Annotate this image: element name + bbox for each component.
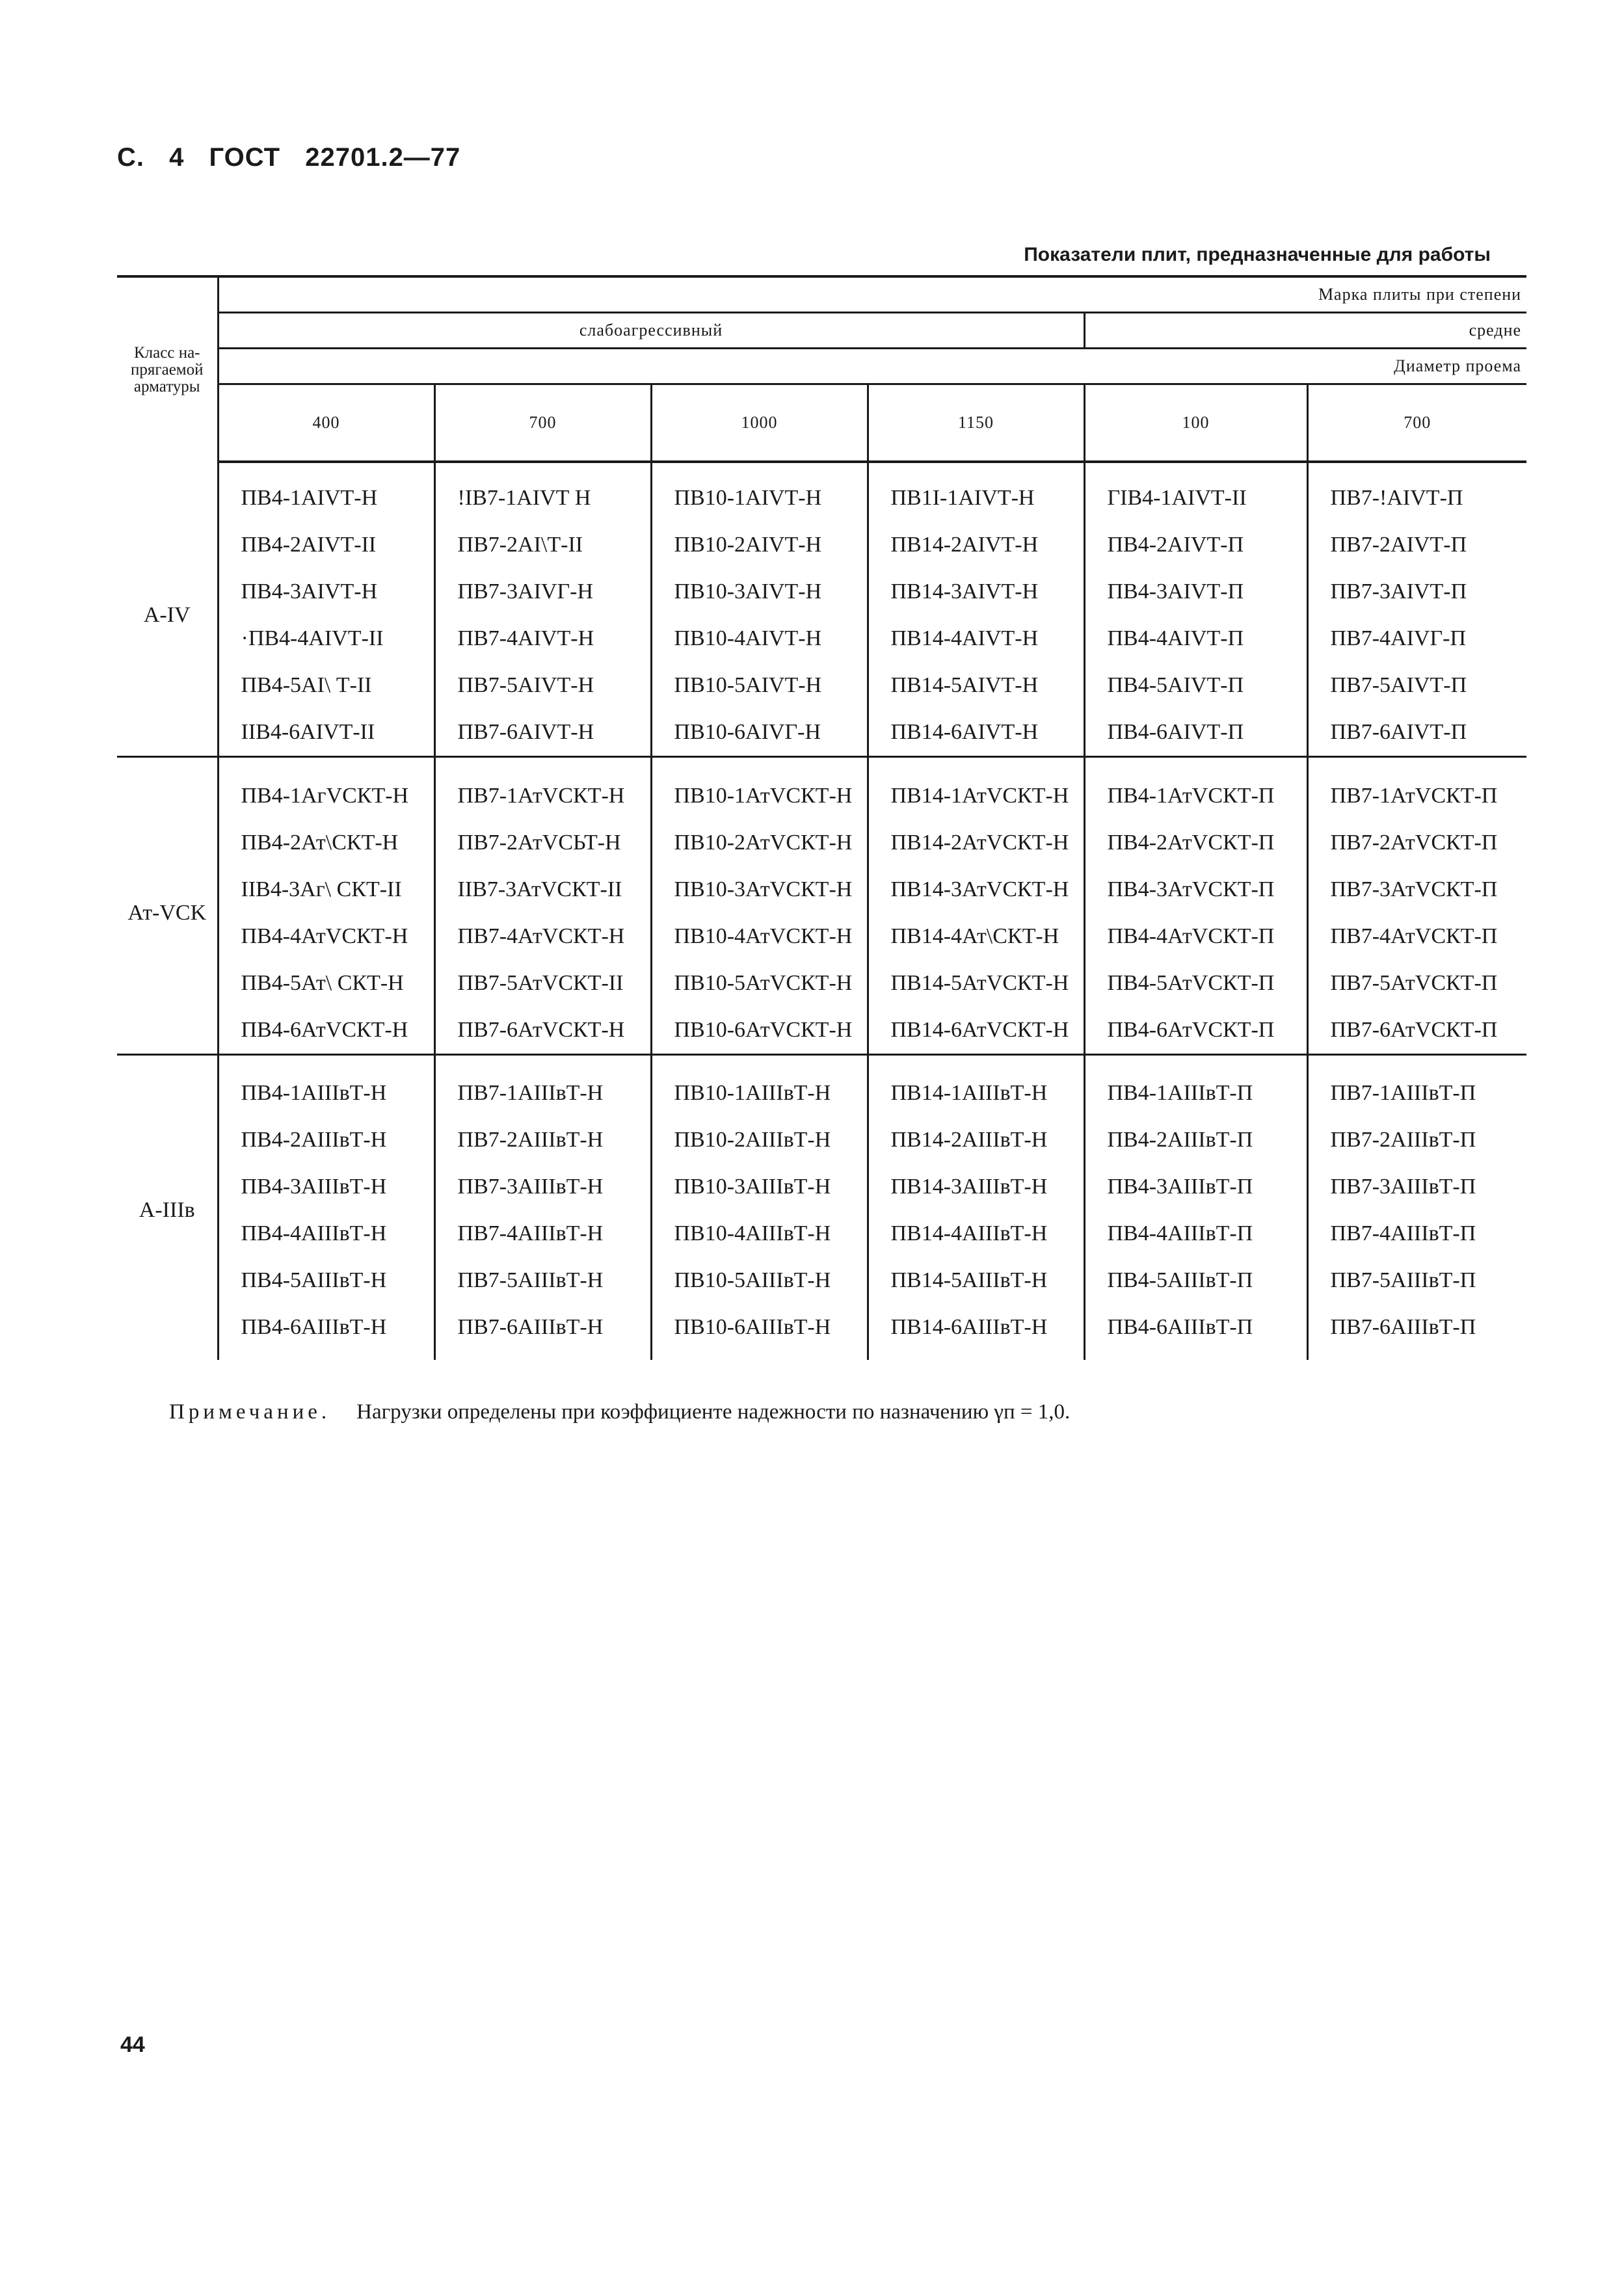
group-spacer — [117, 757, 1526, 773]
mark-cell: ПВ7-4АIVТ-Н — [434, 615, 651, 662]
spacer-cell — [1084, 757, 1307, 773]
mark-cell: ПВ10-6АIIIвТ-Н — [651, 1304, 868, 1351]
table-caption: Показатели плит, предназначенные для работы — [1024, 244, 1491, 265]
spacer-cell — [651, 462, 868, 475]
table-note — [169, 1400, 1070, 1424]
spacer-class-cell — [117, 1351, 218, 1360]
spacer-cell — [651, 1054, 868, 1070]
mark-cell: ПВ14-3АIVТ-Н — [868, 568, 1084, 615]
mark-cell: ПВ4-1АгVСКТ-Н — [218, 773, 434, 819]
aggr-medium-header: средне — [1084, 312, 1526, 348]
mark-cell: ПВ10-4АтVСКТ-Н — [651, 913, 868, 960]
mark-cell: ПВ10-3АIIIвТ-Н — [651, 1164, 868, 1210]
mark-cell: ПВ4-4АтVСКТ-П — [1084, 913, 1307, 960]
mark-cell: ПВ4-6АтVСКТ-Н — [218, 1007, 434, 1055]
aggr-weak-header: слабоагрессивный — [218, 312, 1084, 348]
spacer-cell — [1307, 757, 1526, 773]
spacer-cell — [434, 757, 651, 773]
mark-cell: !ІВ7-1АIVТ Н — [434, 475, 651, 522]
spacer-cell — [218, 1351, 434, 1360]
mark-cell: ПВ4-1АтVСКТ-П — [1084, 773, 1307, 819]
table-row — [117, 819, 1526, 866]
mark-cell: ПВ4-2АIIIвТ-Н — [218, 1117, 434, 1164]
spacer-cell — [868, 1054, 1084, 1070]
mark-cell: ПВ4-6АIIIвТ-П — [1084, 1304, 1307, 1351]
mark-cell: ПВ7-5АІVТ-П — [1307, 662, 1526, 709]
mark-cell: ІІВ7-3АтVСКТ-ІІ — [434, 866, 651, 913]
mark-cell: ПВ4-5АIIIвТ-П — [1084, 1257, 1307, 1304]
mark-cell: ПВ10-5АIVТ-Н — [651, 662, 868, 709]
mark-cell: ПВ14-2АIVТ-Н — [868, 522, 1084, 568]
standard-code: 22701.2—77 — [305, 143, 461, 172]
mark-cell: ПВ4-4АIIIвТ-Н — [218, 1210, 434, 1257]
mark-cell: ПВ4-2АIVТ-ІІ — [218, 522, 434, 568]
mark-cell: ПВ7-1АтVСКТ-Н — [434, 773, 651, 819]
note-text: Нагрузки определены при коэффициенте надежности по назначению γп = 1,0. — [356, 1400, 1071, 1424]
mark-cell: ПВ7-4АIIIвТ-Н — [434, 1210, 651, 1257]
mark-cell: ПВ7-6АIIIвТ-П — [1307, 1304, 1526, 1351]
mark-cell: ПВ1І-1АIVТ-Н — [868, 475, 1084, 522]
mark-cell: ІІВ4-6АIVТ-ІІ — [218, 709, 434, 757]
table-row — [117, 1070, 1526, 1117]
mark-cell: ПВ4-3АIIIвТ-Н — [218, 1164, 434, 1210]
diameter-cell: 700 — [1307, 384, 1526, 462]
standard-label: ГОСТ — [209, 143, 281, 172]
mark-cell: ПВ4-5Ат\ СКТ-Н — [218, 960, 434, 1007]
spacer-cell — [868, 757, 1084, 773]
table-row — [117, 662, 1526, 709]
spacer-cell — [651, 1351, 868, 1360]
mark-cell: ПВ7-2АтVСКТ-П — [1307, 819, 1526, 866]
mark-cell: ПВ7-4АIVГ-П — [1307, 615, 1526, 662]
mark-cell: ПВ14-5АтVСКТ-Н — [868, 960, 1084, 1007]
mark-cell: ПВ7-2АIIIвТ-П — [1307, 1117, 1526, 1164]
mark-cell: ПВ7-1АIIIвТ-Н — [434, 1070, 651, 1117]
mark-cell: ПВ10-6АIVГ-Н — [651, 709, 868, 757]
mark-cell: ПВ4-6АтVСКТ-П — [1084, 1007, 1307, 1055]
spacer-cell — [434, 1351, 651, 1360]
mark-cell: ПВ4-2АIIIвТ-П — [1084, 1117, 1307, 1164]
table-row — [117, 866, 1526, 913]
mark-cell: ПВ4-6АIVТ-П — [1084, 709, 1307, 757]
spacer-cell — [1307, 1351, 1526, 1360]
mark-cell: ПВ4-4АтVСКТ-Н — [218, 913, 434, 960]
diameter-cell: 700 — [434, 384, 651, 462]
mark-cell: ПВ14-2АIIIвТ-Н — [868, 1117, 1084, 1164]
table-container — [117, 275, 1526, 1360]
plates-table — [117, 275, 1526, 1360]
table-row — [117, 1304, 1526, 1351]
class-header-text: Класс на-прягаемой арматуры — [130, 343, 204, 395]
mark-header: Марка плиты при степени — [218, 276, 1526, 312]
mark-cell: ПВ7-6АтVСКТ-Н — [434, 1007, 651, 1055]
mark-cell: ПВ10-3АтVСКТ-Н — [651, 866, 868, 913]
mark-cell: ПВ4-3АIVТ-Н — [218, 568, 434, 615]
mark-cell: ПВ10-4АIVТ-Н — [651, 615, 868, 662]
note-lead: Примечание. — [169, 1400, 331, 1424]
mark-cell: ПВ4-4АIIIвТ-П — [1084, 1210, 1307, 1257]
table-row — [117, 568, 1526, 615]
group-spacer — [117, 1054, 1526, 1070]
mark-cell: ПВ14-6АIIIвТ-Н — [868, 1304, 1084, 1351]
spacer-cell — [1084, 462, 1307, 475]
mark-cell: ПВ4-1АIIIвТ-П — [1084, 1070, 1307, 1117]
mark-cell: ПВ7-3АIVТ-П — [1307, 568, 1526, 615]
spacer-cell — [1084, 1054, 1307, 1070]
mark-cell: ПВ10-6АтVСКТ-Н — [651, 1007, 868, 1055]
spacer-cell — [1307, 462, 1526, 475]
mark-cell: ПВ7-5АIIIвТ-Н — [434, 1257, 651, 1304]
spacer-class-cell — [117, 1054, 218, 1070]
mark-cell: ПВ7-6АтVСКТ-П — [1307, 1007, 1526, 1055]
mark-cell: ПВ14-1АтVСКТ-Н — [868, 773, 1084, 819]
mark-cell: ПВ7-4АтVСКТ-Н — [434, 913, 651, 960]
spacer-cell — [651, 757, 868, 773]
spacer-cell — [868, 462, 1084, 475]
mark-cell: ПВ10-2АтVСКТ-Н — [651, 819, 868, 866]
mark-cell: ПВ10-4АIIIвТ-Н — [651, 1210, 868, 1257]
mark-cell: ПВ4-5АІ\ Т-ІІ — [218, 662, 434, 709]
mark-cell: ПВ7-3АтVСКТ-П — [1307, 866, 1526, 913]
diameter-header: Диаметр проема — [218, 348, 1526, 384]
group-spacer — [117, 1351, 1526, 1360]
mark-cell: ПВ7-4АIIIвТ-П — [1307, 1210, 1526, 1257]
mark-cell: ПВ7-5АIIIвТ-П — [1307, 1257, 1526, 1304]
mark-cell: ПВ4-3АтVСКТ-П — [1084, 866, 1307, 913]
mark-cell: ПВ14-1АIIIвТ-Н — [868, 1070, 1084, 1117]
mark-cell: ПВ4-5АтVСКТ-П — [1084, 960, 1307, 1007]
diameter-cell: 100 — [1084, 384, 1307, 462]
mark-cell: ПВ14-6АIVТ-Н — [868, 709, 1084, 757]
mark-cell: ПВ7-2АтVСЬТ-Н — [434, 819, 651, 866]
mark-cell: ПВ7-2АІ\Т-ІІ — [434, 522, 651, 568]
class-cell: Ат-VCK — [127, 900, 207, 925]
mark-cell: ПВ10-2АIVТ-Н — [651, 522, 868, 568]
table-row — [117, 522, 1526, 568]
mark-cell: ПВ7-5АтVСКТ-ІІ — [434, 960, 651, 1007]
mark-cell: ПВ10-1АтVСКТ-Н — [651, 773, 868, 819]
spacer-cell — [218, 462, 434, 475]
mark-cell: ПВ4-1АIVТ-Н — [218, 475, 434, 522]
spacer-cell — [1307, 1054, 1526, 1070]
diameter-cell: 1000 — [651, 384, 868, 462]
mark-cell: ПВ7-1АIIIвТ-П — [1307, 1070, 1526, 1117]
mark-cell: ПВ4-1АIIIвТ-Н — [218, 1070, 434, 1117]
mark-cell: ПВ4-2АтVСКТ-П — [1084, 819, 1307, 866]
mark-cell: ПВ10-1АIIIвТ-Н — [651, 1070, 868, 1117]
table-row — [117, 709, 1526, 757]
mark-cell: ПВ10-2АIIIвТ-Н — [651, 1117, 868, 1164]
mark-cell: ПВ4-2Ат\СКТ-Н — [218, 819, 434, 866]
mark-cell: ПВ4-4АIVТ-П — [1084, 615, 1307, 662]
diameter-cell: 400 — [218, 384, 434, 462]
table-row — [117, 1164, 1526, 1210]
mark-cell: ПВ14-2АтVСКТ-Н — [868, 819, 1084, 866]
mark-cell: ПВ7-!АIVТ-П — [1307, 475, 1526, 522]
mark-cell: ГІВ4-1АIVТ-ІІ — [1084, 475, 1307, 522]
table-row — [117, 913, 1526, 960]
mark-cell: ПВ10-3АIVТ-Н — [651, 568, 868, 615]
mark-cell: ПВ10-5АтVСКТ-Н — [651, 960, 868, 1007]
mark-cell: ПВ4-6АIIIвТ-Н — [218, 1304, 434, 1351]
mark-cell: ПВ14-3АIIIвТ-Н — [868, 1164, 1084, 1210]
spacer-cell — [868, 1351, 1084, 1360]
class-cell: А-IV — [143, 603, 191, 627]
mark-cell: ПВ7-3АIIIвТ-Н — [434, 1164, 651, 1210]
page-prefix: С. — [117, 143, 144, 172]
mark-cell: ПВ7-3АIIIвТ-П — [1307, 1164, 1526, 1210]
class-header — [117, 276, 218, 462]
spacer-cell — [218, 1054, 434, 1070]
page-header — [117, 143, 477, 172]
mark-cell: ПВ7-4АтVСКТ-П — [1307, 913, 1526, 960]
group-spacer — [117, 462, 1526, 475]
table-row — [117, 1210, 1526, 1257]
spacer-class-cell — [117, 757, 218, 773]
spacer-cell — [434, 462, 651, 475]
table-row — [117, 960, 1526, 1007]
mark-cell: ПВ7-2АIVТ-П — [1307, 522, 1526, 568]
table-row — [117, 773, 1526, 819]
mark-cell: ПВ4-3АIIIвТ-П — [1084, 1164, 1307, 1210]
mark-cell: ПВ7-5АIVТ-Н — [434, 662, 651, 709]
mark-cell: ПВ14-6АтVСКТ-Н — [868, 1007, 1084, 1055]
table-row — [117, 1007, 1526, 1055]
table-row — [117, 1257, 1526, 1304]
mark-cell: ПВ10-5АIIIвТ-Н — [651, 1257, 868, 1304]
mark-cell: ПВ4-2АIVТ-П — [1084, 522, 1307, 568]
mark-cell: ПВ4-5АIVТ-П — [1084, 662, 1307, 709]
mark-cell: ПВ14-4Ат\СКТ-Н — [868, 913, 1084, 960]
class-cell: А-IIIв — [139, 1198, 195, 1222]
mark-cell: ПВ7-1АтVСКТ-П — [1307, 773, 1526, 819]
table-row — [117, 615, 1526, 662]
spacer-class-cell — [117, 462, 218, 475]
diameter-cell: 1150 — [868, 384, 1084, 462]
mark-cell: ПВ4-5АIIIвТ-Н — [218, 1257, 434, 1304]
mark-cell: ПВ7-6АIIIвТ-Н — [434, 1304, 651, 1351]
mark-cell: ПВ7-6АIVТ-Н — [434, 709, 651, 757]
table-row — [117, 475, 1526, 522]
page-number: 44 — [120, 2032, 145, 2057]
mark-cell: ПВ14-5АIVТ-Н — [868, 662, 1084, 709]
mark-cell: ПВ14-4АIVТ-Н — [868, 615, 1084, 662]
mark-cell: ·ПВ4-4АIVТ-ІІ — [218, 615, 434, 662]
mark-cell: ПВ7-2АIIIвТ-Н — [434, 1117, 651, 1164]
spacer-cell — [218, 757, 434, 773]
mark-cell: ПВ7-6АIVТ-П — [1307, 709, 1526, 757]
spacer-cell — [1084, 1351, 1307, 1360]
table-row — [117, 1117, 1526, 1164]
mark-cell: ІІВ4-3Аг\ СКТ-ІІ — [218, 866, 434, 913]
mark-cell: ПВ4-3АIVТ-П — [1084, 568, 1307, 615]
page-no: 4 — [169, 143, 185, 172]
mark-cell: ПВ14-4АIIIвТ-Н — [868, 1210, 1084, 1257]
mark-cell: ПВ7-5АтVСКТ-П — [1307, 960, 1526, 1007]
mark-cell: ПВ14-3АтVСКТ-Н — [868, 866, 1084, 913]
mark-cell: ПВ14-5АIIIвТ-Н — [868, 1257, 1084, 1304]
mark-cell: ПВ10-1АIVТ-Н — [651, 475, 868, 522]
spacer-cell — [434, 1054, 651, 1070]
mark-cell: ПВ7-3АIVГ-Н — [434, 568, 651, 615]
